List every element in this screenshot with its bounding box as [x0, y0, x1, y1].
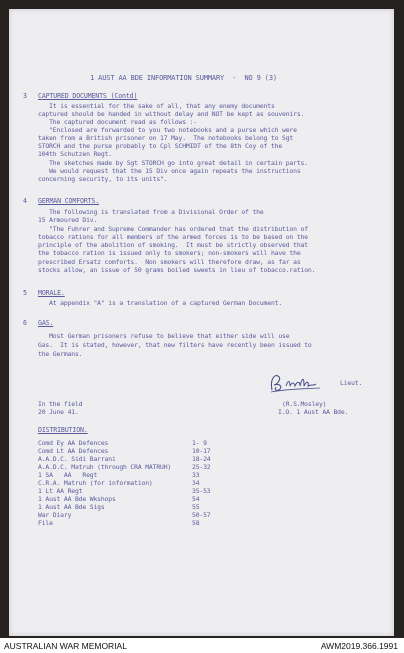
section-4-line: tobacco rations for all members of the armed forces is to be based on the: [38, 233, 308, 241]
handwritten-signature: [268, 372, 326, 394]
distribution-copies: 10-17: [192, 447, 211, 455]
section-6-line: Most German prisoners refuse to believe that either side will use: [38, 332, 290, 340]
section-3-line: The captured document read as follows :-: [38, 118, 197, 126]
section-6-number: 6: [23, 319, 27, 327]
section-3-line: 104th Schutzen Regt.: [38, 150, 112, 158]
section-3-line: concerning security, to its units".: [38, 175, 168, 183]
distribution-recipient: File: [38, 519, 53, 527]
section-4-heading: GERMAN COMFORTS.: [38, 197, 100, 205]
section-3-line: "Enclosed are forwarded to you two notebooks and a purse which were: [38, 126, 297, 134]
section-5-heading: MORALE.: [38, 289, 65, 297]
footer-institution: AUSTRALIAN WAR MEMORIAL: [4, 641, 127, 651]
signature-rank: Lieut.: [340, 379, 363, 387]
place-line: In the field: [38, 400, 83, 408]
section-4-line: stocks allow, an issue of 50 grams boiled sweets in lieu of tobacco.ration.: [38, 266, 316, 274]
section-3-heading: CAPTURED DOCUMENTS (Contd): [38, 92, 138, 100]
distribution-copies: 55: [192, 503, 200, 511]
section-6-line: the Germans.: [38, 350, 83, 358]
section-4-line: The following is translated from a Divisional Order of the: [38, 208, 264, 216]
distribution-recipient: 1 Aust AA Bde Wkshops: [38, 495, 116, 503]
distribution-recipient: Comd Ey AA Defences: [38, 439, 109, 447]
section-4-line: principle of the abolition of smoking. It must be strictly observed that: [38, 241, 308, 249]
distribution-copies: 34: [192, 479, 200, 487]
distribution-recipient: 1 Aust AA Bde Sigs: [38, 503, 105, 511]
section-6-line: Gas. It is stated, however, that new filters have recently been issued to: [38, 341, 312, 349]
distribution-recipient: War Diary: [38, 511, 72, 519]
distribution-recipient: 1 SA AA Regt: [38, 471, 98, 479]
document-title: 1 AUST AA BDE INFORMATION SUMMARY - NO 9 (3): [90, 74, 277, 82]
section-3-line: We would request that the 15 Div once again repeats the instructions: [38, 167, 301, 175]
section-4-line: the tobacco ration is issued only to smokers; non-smokers will have the: [38, 249, 301, 257]
distribution-copies: 18-24: [192, 455, 211, 463]
signature-role: I.O. 1 Aust AA Bde.: [278, 408, 349, 416]
section-3-line: taken from a British prisoner on 17 May. The notebooks belong to Sgt: [38, 134, 294, 142]
section-4-line: "The Fuhrer and Supreme Commander has ordered that the distribution of: [38, 225, 308, 233]
section-5-line: At appendix "A" is a translation of a captured German Document.: [38, 299, 283, 307]
section-3-line: captured should be handed in without delay and NOT be kept as souvenirs.: [38, 110, 305, 118]
section-6-heading: GAS.: [38, 319, 54, 327]
distribution-copies: 58: [192, 519, 200, 527]
distribution-recipient: A.A.D.C. Sidi Barrani: [38, 455, 116, 463]
section-4-line: prescribed Ersatz comforts. Non smokers will therefore draw, as far as: [38, 258, 301, 266]
section-3-line: STORCH and the purse probably to Cpl SCHMIDT of the 8th Coy of the: [38, 142, 283, 150]
distribution-copies: 54: [192, 495, 200, 503]
distribution-heading: DISTRIBUTION.: [38, 426, 88, 434]
distribution-copies: 33: [192, 471, 200, 479]
distribution-copies: 50-57: [192, 511, 211, 519]
section-4-line: 15 Armoured Div.: [38, 216, 98, 224]
section-3-number: 3: [23, 92, 27, 100]
distribution-copies: 1- 9: [192, 439, 207, 447]
distribution-recipient: A.A.D.C. Matruh (through CRA MATRUH): [38, 463, 172, 471]
date-line: 20 June 41.: [38, 408, 79, 416]
section-3-line: It is essential for the sake of all, that any enemy documents: [38, 102, 275, 110]
distribution-copies: 35-53: [192, 487, 211, 495]
distribution-recipient: C.R.A. Matruh (for information): [38, 479, 153, 487]
section-4-number: 4: [23, 197, 27, 205]
distribution-recipient: Comd Lt AA Defences: [38, 447, 109, 455]
footer-accession-number: AWM2019.366.1991: [320, 641, 398, 651]
section-3-line: The sketches made by Sgt STORCH go into great detail in certain parts.: [38, 159, 308, 167]
distribution-recipient: 1 Lt AA Regt: [38, 487, 83, 495]
archive-footer: [0, 638, 404, 653]
signature-name: (R.S.Mosley): [282, 400, 327, 408]
section-5-number: 5: [23, 289, 27, 297]
distribution-copies: 25-32: [192, 463, 211, 471]
